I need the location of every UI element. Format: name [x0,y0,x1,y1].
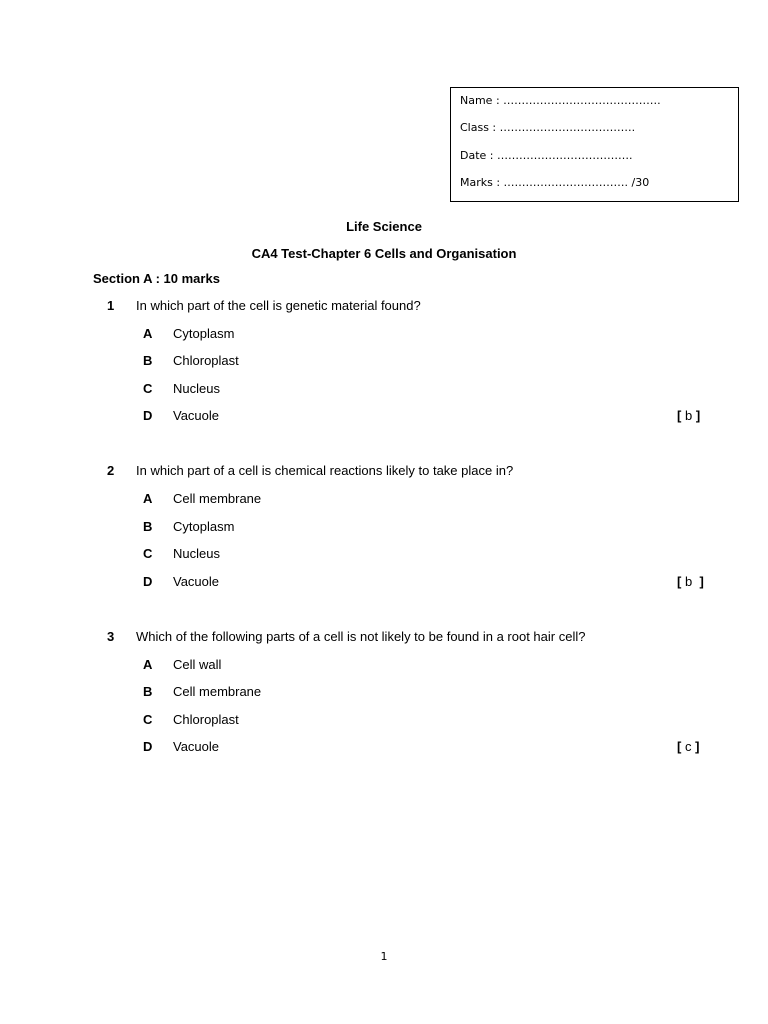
answer-bracket: [ b ] [677,408,701,423]
option-letter: B [143,353,153,368]
answer-bracket: [ b ] [677,574,704,589]
question-text: In which part of a cell is chemical reactions likely to take place in? [136,463,514,478]
option-letter: B [143,684,153,699]
option-letter: C [143,381,153,396]
answer-value: b [684,408,693,423]
option-text: Vacuole [173,408,220,423]
option-text: Cell membrane [173,491,262,506]
option-text: Cytoplasm [173,519,235,534]
option-letter: D [143,574,153,589]
date-field: Date : ………………………………. [460,149,633,162]
student-info-box [450,87,739,202]
option-text: Cell membrane [173,684,262,699]
question-text: Which of the following parts of a cell is not likely to be found in a root hair cell? [136,629,586,644]
option-text: Vacuole [173,574,220,589]
class-field: Class : ………………………………. [460,121,636,134]
page-number: 1 [380,950,388,963]
question-number: 3 [107,629,115,644]
question-text: In which part of the cell is genetic material found? [136,298,421,313]
option-text: Cytoplasm [173,326,235,341]
name-field: Name : ……………………………………. [460,94,661,107]
option-text: Chloroplast [173,712,239,727]
option-text: Chloroplast [173,353,239,368]
answer-value: c [684,739,692,754]
option-letter: B [143,519,153,534]
question-number: 2 [107,463,115,478]
question-number: 1 [107,298,115,313]
option-letter: D [143,739,153,754]
answer-value: b [684,574,693,589]
section-heading: Section A : 10 marks [93,271,220,286]
marks-field: Marks : ……………………………. /30 [460,176,650,189]
answer-bracket: [ c ] [677,739,700,754]
option-letter: A [143,657,153,672]
option-letter: A [143,491,153,506]
option-text: Nucleus [173,546,220,561]
option-letter: A [143,326,153,341]
option-text: Nucleus [173,381,220,396]
test-title: CA4 Test-Chapter 6 Cells and Organisation [251,246,517,261]
option-letter: C [143,546,153,561]
option-letter: D [143,408,153,423]
option-letter: C [143,712,153,727]
option-text: Cell wall [173,657,222,672]
option-text: Vacuole [173,739,220,754]
subject-title: Life Science [346,219,422,234]
